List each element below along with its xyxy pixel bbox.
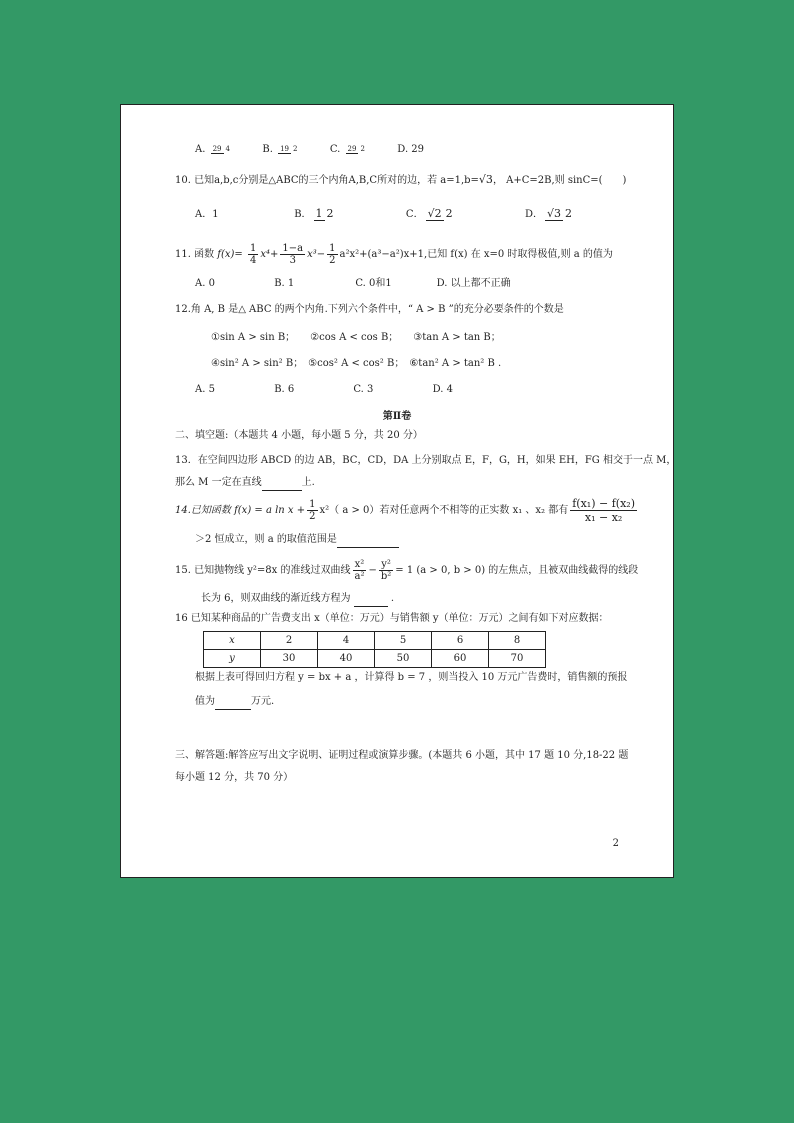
- q14-difference-quotient: $\frac{\text{f(x₁) − f(x₂)}}{\text{x₁ − x₂}}$: [572, 497, 635, 524]
- q11-options: A. 0 B. 1 C. 0和1 D. 以上都不正确: [195, 278, 511, 289]
- q16-stem: 16 已知某种商品的广告费支出 x（单位：万元）与销售额 y（单位：万元）之间有如下对应数据：: [175, 613, 609, 624]
- q13-line2: 那么 M 一定在直线 上.: [175, 476, 315, 491]
- q9-frac-b: 19 2: [280, 145, 298, 153]
- table-row: x 2 4 5 6 8: [204, 632, 546, 650]
- q10-options: A．1 B． 1 2 C． √2 2 D． √3 2: [195, 207, 573, 220]
- section3-heading-line2: 每小题 12 分，共 70 分）: [175, 772, 294, 783]
- q13-blank: [262, 476, 302, 491]
- q9-options: A. 29 4 B. 19 2 C. 29 2 D. 29: [195, 144, 425, 155]
- q16-line2: 值为 万元.: [195, 695, 274, 710]
- q10-stem: 10. 已知a,b,c分别是△ABC的三个内角A,B,C所对的边，若 a=1,b=√3， A+C=2B,则 sinC=( ): [175, 173, 627, 186]
- q10-frac-c: √2 2: [427, 207, 453, 220]
- q14-stem: 14.已知函数 f(x) = a ln x + $\frac{1}{2}$ x²（ a > 0）若对任意两个不相等的正实数 x₁ 、x₂ 都有 $\frac{\text{f(x₁) − f(x₂)}}{\text{x₁ − x₂}}$: [175, 497, 635, 524]
- q15-blank: [354, 592, 388, 607]
- q15-line2: 长为 6，则双曲线的渐近线方程为 .: [201, 592, 394, 607]
- q15-stem: 15. 已知抛物线 y²=8x 的准线过双曲线 $\frac{\text{x²}}{\text{a²}}$ − $\frac{\text{y²}}{\text{b²}}$ = 1 (a > 0, b > 0) 的左焦点，且被双曲线截得的线段: [175, 559, 639, 582]
- section-title: 第Ⅱ卷: [382, 411, 412, 422]
- q11-stem: 11. 函数 f(x)= $\frac{1}{4}$ x⁴+ $\frac{1-a}{3}$ x³− $\frac{1}{2}$ a²x²+(a³−a²)x+1,已知 f(x) 在 x=0 时取得极值,则 a 的值为: [175, 243, 613, 266]
- q12-stem: 12.角 A, B 是△ ABC 的两个内角.下列六个条件中，“ A > B ”的充分必要条件的个数是: [175, 304, 564, 315]
- q14-line2: ＞2 恒成立，则 a 的取值范围是: [195, 533, 399, 548]
- q9-frac-a: 29 4: [212, 145, 230, 153]
- page-number: 2: [612, 838, 619, 849]
- q14-blank: [337, 533, 399, 548]
- section2-heading: 二、填空题:（本题共 4 小题，每小题 5 分，共 20 分）: [175, 430, 423, 441]
- q10-frac-b: 1 2: [315, 207, 334, 220]
- q9-frac-c: 29 2: [347, 145, 365, 153]
- section3-heading-line1: 三、解答题:解答应写出文字说明、证明过程或演算步骤。(本题共 6 小题，其中 17 题 10 分,18-22 题: [175, 750, 629, 761]
- q16-line1: 根据上表可得回归方程 y = bx + a ，计算得 b = 7 ，则当投入 10 万元广告费时，销售额的预报: [195, 672, 628, 683]
- q13-line1: 13．在空间四边形 ABCD 的边 AB，BC，CD，DA 上分别取点 E，F，G，H，如果 EH，FG 相交于一点 M，: [175, 455, 677, 466]
- q12-conditions-1: ①sin A > sin B； ②cos A < cos B； ③tan A > tan B；: [211, 332, 501, 343]
- q16-data-table: [203, 631, 546, 668]
- q12-conditions-2: ④sin² A > sin² B； ⑤cos² A < cos² B； ⑥tan² A > tan² B .: [211, 358, 502, 369]
- exam-page: [120, 104, 677, 878]
- q10-frac-d: √3 2: [547, 207, 573, 220]
- q12-options: A. 5 B. 6 C. 3 D. 4: [195, 384, 453, 395]
- table-row: y 30 40 50 60 70: [204, 650, 546, 668]
- q16-blank: [215, 695, 251, 710]
